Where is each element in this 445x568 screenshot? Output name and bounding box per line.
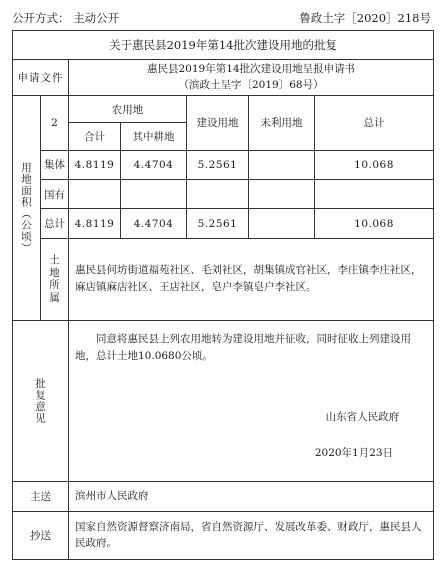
location-label (41, 238, 69, 320)
agri-header: 农用地 (69, 96, 187, 123)
construction-cell: 5.2561 (187, 150, 249, 179)
approval-date: 2020年1月23日 (314, 446, 394, 459)
unused-cell (249, 150, 315, 179)
unused-cell (249, 179, 315, 208)
construction-cell: 5.2561 (187, 209, 249, 238)
approval-label-text: 批复意见 (34, 377, 46, 424)
row-name: 集体 (41, 150, 69, 179)
total-header: 总计 (315, 96, 434, 151)
approval-text: 同意将惠民县上列农用地转为建设用地并征收，同时征收上列建设用地，总计土地10.0680公顷。 (75, 332, 411, 362)
table-row (13, 179, 434, 208)
approval-cell (69, 320, 434, 482)
arable-cell (121, 179, 187, 208)
application-label: 申请文件 (13, 60, 69, 96)
application-line2: （滨政土呈字〔2019〕68号） (178, 78, 324, 91)
area-label-text: 用地面积（公顷） (20, 161, 32, 254)
corner-cell: 2 (41, 96, 69, 151)
location-label-text: 土地所属 (49, 253, 60, 304)
arable-cell: 4.4704 (121, 209, 187, 238)
application-line1: 惠民县2019年第14批次建设用地呈报申请书 (147, 62, 356, 75)
construction-header: 建设用地 (187, 96, 249, 151)
issuer: 山东省人民政府 (325, 410, 400, 423)
agri-total-cell: 4.8119 (69, 150, 121, 179)
copy-send-text: 国家自然资源督察济南局，省自然资源厅、发展改革委、财政厅，惠民县人民政府。 (69, 511, 434, 559)
copy-send-label: 抄送 (13, 511, 69, 559)
agri-total-cell (69, 179, 121, 208)
table-row (13, 209, 434, 238)
row-name: 国有 (41, 179, 69, 208)
arable-header: 其中耕地 (121, 123, 187, 150)
arable-cell: 4.4704 (121, 150, 187, 179)
unused-cell (249, 209, 315, 238)
agri-total-cell: 4.8119 (69, 209, 121, 238)
open-mode: 公开方式： 主动公开 (12, 11, 120, 25)
total-cell: 10.068 (315, 209, 434, 238)
unused-header: 未利用地 (249, 96, 315, 151)
doc-title: 关于惠民县2019年第14批次建设用地的批复 (13, 31, 434, 60)
main-send-label: 主送 (13, 482, 69, 511)
table-row (13, 150, 434, 179)
main-send-text: 滨州市人民政府 (69, 482, 434, 511)
total-cell: 10.068 (315, 150, 434, 179)
construction-cell (187, 179, 249, 208)
area-label (13, 96, 41, 321)
total-cell (315, 179, 434, 208)
application-value (69, 60, 434, 96)
row-name: 总计 (41, 209, 69, 238)
approval-label (13, 320, 69, 482)
agri-total-header: 合计 (69, 123, 121, 150)
approval-table (12, 30, 434, 560)
location-text: 惠民县何坊街道福苑社区、毛刘社区，胡集镇成官社区，李庄镇李庄社区，麻店镇麻店社区、王店社区，皂户李镇皂户李社区。 (69, 238, 434, 320)
doc-number: 鲁政土字［2020］218号 (299, 11, 431, 25)
